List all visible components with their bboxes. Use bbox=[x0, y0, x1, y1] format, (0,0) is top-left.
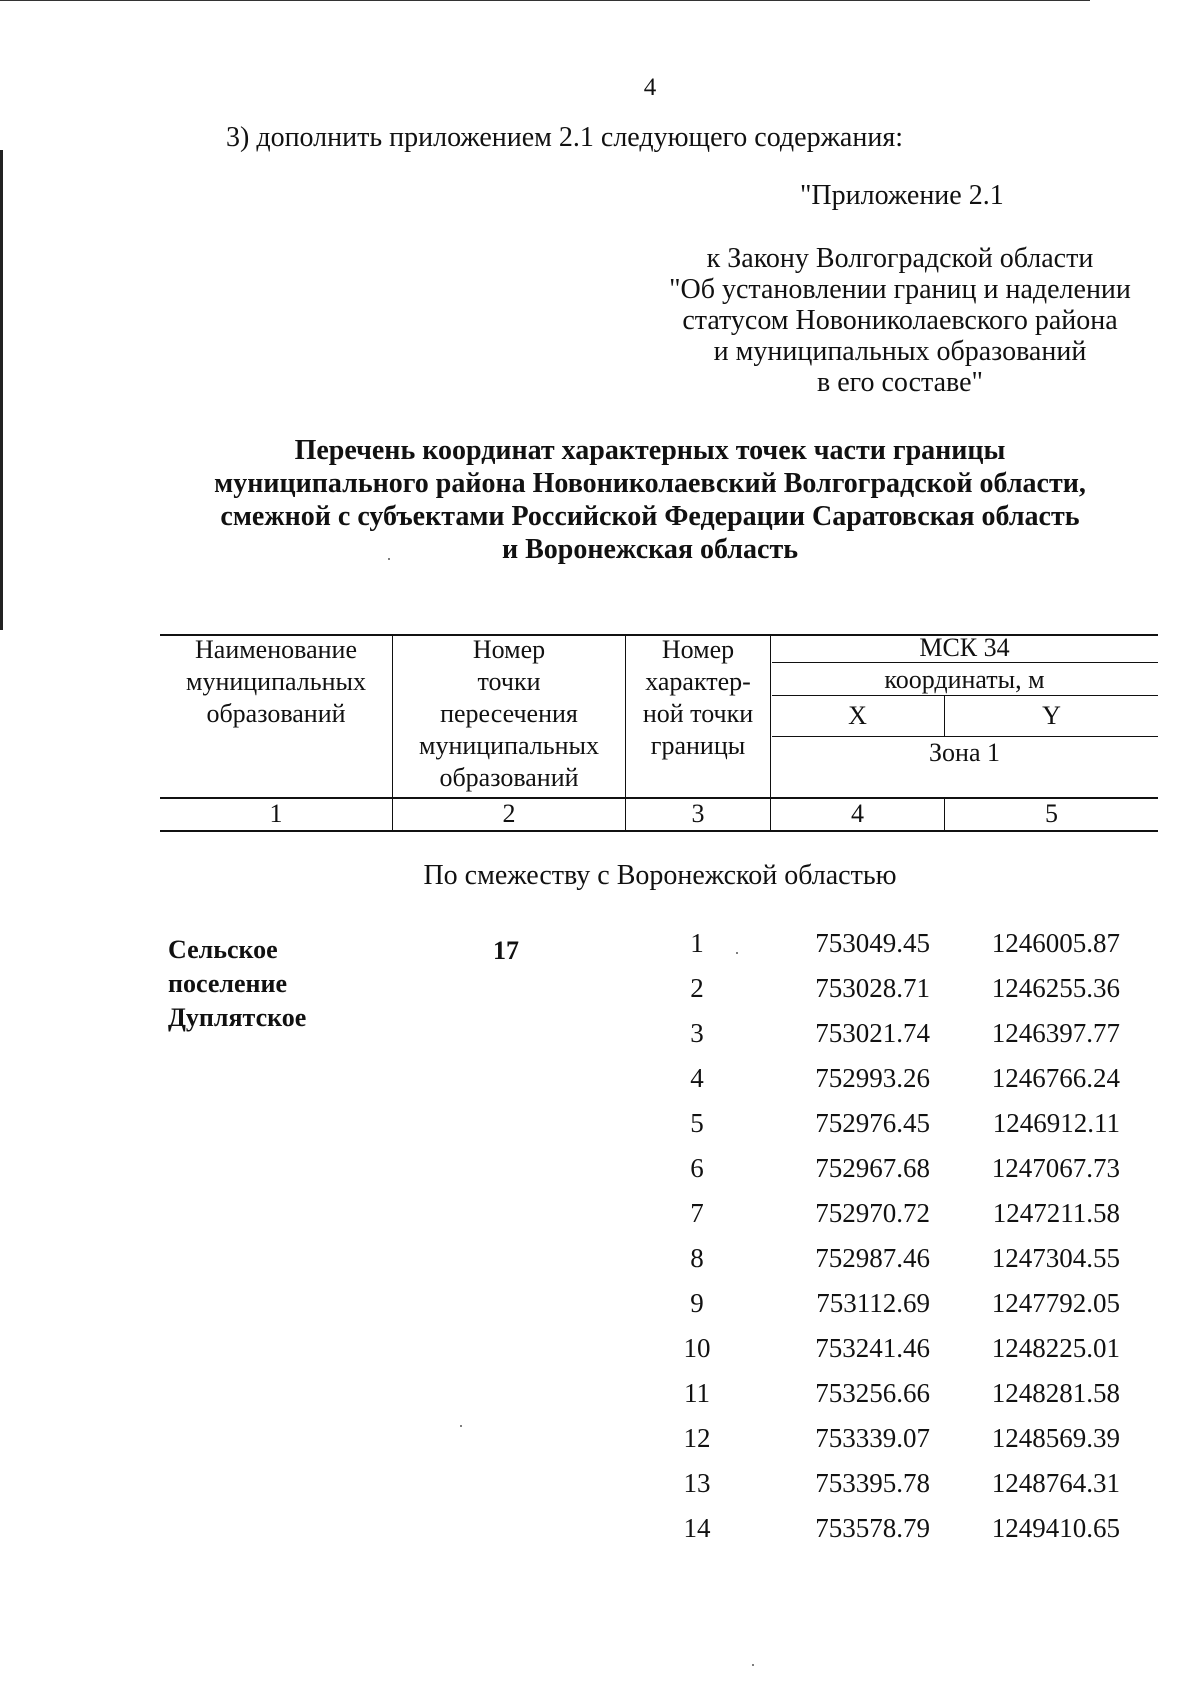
document-title-line: муниципального района Новониколаевский Волгоградской области, bbox=[214, 468, 1086, 499]
coord-x: 753021.74 bbox=[815, 1018, 930, 1048]
point-number: 6 bbox=[690, 1153, 704, 1183]
table-row bbox=[0, 1153, 1200, 1197]
table-row bbox=[0, 1333, 1200, 1377]
column-number: 1 bbox=[269, 799, 283, 828]
header-x: X bbox=[848, 701, 867, 730]
intersection-point-number: 17 bbox=[493, 936, 519, 965]
table-row bbox=[0, 1378, 1200, 1422]
coord-y: 1247792.05 bbox=[991, 1288, 1120, 1318]
appendix-subtitle-line: статусом Новониколаевского района bbox=[682, 305, 1118, 336]
coord-y: 1246912.11 bbox=[992, 1108, 1120, 1138]
table-row bbox=[0, 1063, 1200, 1107]
coord-x: 752993.26 bbox=[815, 1063, 930, 1093]
coord-y: 1246766.24 bbox=[991, 1063, 1120, 1093]
header-line: образований bbox=[439, 763, 579, 792]
page-number: 4 bbox=[643, 74, 657, 101]
header-y: Y bbox=[1042, 701, 1061, 730]
point-number: 10 bbox=[683, 1333, 711, 1363]
point-number: 9 bbox=[690, 1288, 704, 1318]
header-boundary-point bbox=[626, 634, 770, 762]
header-line: Номер bbox=[472, 635, 546, 664]
header-line: муниципальных bbox=[185, 667, 366, 696]
appendix-title: "Приложение 2.1 bbox=[800, 180, 1004, 211]
coord-y: 1246255.36 bbox=[991, 973, 1120, 1003]
coord-y: 1248225.01 bbox=[991, 1333, 1120, 1363]
coord-x: 753395.78 bbox=[815, 1468, 930, 1498]
municipality-name-line: Сельское bbox=[168, 935, 278, 964]
header-line: муниципальных bbox=[418, 731, 599, 760]
municipality-name-line: поселение bbox=[168, 969, 288, 998]
scan-speck bbox=[460, 1425, 462, 1427]
header-line: Номер bbox=[661, 635, 735, 664]
header-msk: МСК 34 bbox=[919, 633, 1010, 662]
document-title bbox=[150, 434, 1150, 566]
coord-x: 753028.71 bbox=[815, 973, 930, 1003]
table-row bbox=[0, 1108, 1200, 1152]
column-number: 4 bbox=[851, 799, 864, 828]
point-number: 13 bbox=[683, 1468, 711, 1498]
coord-x: 752987.46 bbox=[815, 1243, 930, 1273]
header-line: ной точки bbox=[642, 699, 754, 728]
column-number: 5 bbox=[1045, 799, 1058, 828]
table-row bbox=[0, 1243, 1200, 1287]
document-title-line: Перечень координат характерных точек части границы bbox=[294, 435, 1006, 466]
table-row bbox=[0, 1288, 1200, 1332]
point-number: 14 bbox=[683, 1513, 711, 1543]
coord-y: 1246005.87 bbox=[991, 928, 1120, 958]
table-row bbox=[0, 1468, 1200, 1512]
point-number: 3 bbox=[690, 1018, 704, 1048]
header-line: границы bbox=[650, 731, 746, 760]
point-number: 7 bbox=[690, 1198, 704, 1228]
appendix-subtitle bbox=[650, 243, 1150, 398]
coord-x: 753339.07 bbox=[815, 1423, 930, 1453]
table-row bbox=[0, 1513, 1200, 1557]
point-number: 2 bbox=[690, 973, 704, 1003]
coord-x: 753049.45 bbox=[815, 928, 930, 958]
coord-y: 1247067.73 bbox=[991, 1153, 1120, 1183]
coord-x: 752976.45 bbox=[815, 1108, 930, 1138]
scan-left-edge bbox=[0, 150, 3, 630]
header-line: характер- bbox=[645, 667, 751, 696]
table-row bbox=[0, 928, 1200, 972]
point-number: 12 bbox=[683, 1423, 711, 1453]
coord-y: 1248281.58 bbox=[991, 1378, 1120, 1408]
coord-y: 1247211.58 bbox=[992, 1198, 1120, 1228]
coord-y: 1248764.31 bbox=[991, 1468, 1120, 1498]
coord-x: 753241.46 bbox=[815, 1333, 930, 1363]
column-number: 2 bbox=[502, 799, 516, 828]
header-line: точки bbox=[477, 667, 541, 696]
table-row bbox=[0, 973, 1200, 1017]
coord-x: 752967.68 bbox=[815, 1153, 930, 1183]
coord-x: 753112.69 bbox=[816, 1288, 930, 1318]
header-line: Наименование bbox=[195, 635, 357, 664]
appendix-subtitle-line: "Об установлении границ и наделении bbox=[669, 274, 1131, 305]
intro-paragraph: 3) дополнить приложением 2.1 следующего содержания: bbox=[226, 122, 903, 153]
header-intersection-point bbox=[393, 634, 625, 794]
scan-speck bbox=[752, 1664, 754, 1666]
header-line: образований bbox=[206, 699, 346, 728]
coord-x: 752970.72 bbox=[815, 1198, 930, 1228]
coord-y: 1247304.55 bbox=[991, 1243, 1120, 1273]
point-number: 4 bbox=[690, 1063, 704, 1093]
header-coordinates: координаты, м bbox=[884, 665, 1045, 694]
table-bottom-rule bbox=[160, 830, 1158, 832]
table-row bbox=[0, 1423, 1200, 1467]
coord-y: 1249410.65 bbox=[991, 1513, 1120, 1543]
coord-x: 753578.79 bbox=[815, 1513, 930, 1543]
point-number: 8 bbox=[690, 1243, 704, 1273]
table-row bbox=[0, 1018, 1200, 1062]
document-title-line: и Воронежская область bbox=[501, 534, 799, 565]
section-title: По смежеству с Воронежской областью bbox=[423, 860, 897, 891]
point-number: 11 bbox=[684, 1378, 710, 1408]
appendix-subtitle-line: и муниципальных образований bbox=[713, 336, 1087, 367]
appendix-subtitle-line: к Закону Волгоградской области bbox=[706, 243, 1094, 274]
scan-speck bbox=[388, 558, 390, 560]
coord-y: 1246397.77 bbox=[991, 1018, 1120, 1048]
scan-speck bbox=[736, 952, 738, 954]
table-row bbox=[0, 1198, 1200, 1242]
header-zone: Зона 1 bbox=[929, 738, 1000, 767]
municipality-name-line: Дуплятское bbox=[168, 1003, 307, 1032]
point-number: 1 bbox=[690, 928, 704, 958]
coord-x: 753256.66 bbox=[815, 1378, 930, 1408]
coord-y: 1248569.39 bbox=[991, 1423, 1120, 1453]
scan-top-edge bbox=[0, 0, 1090, 1]
document-title-line: смежной с субъектами Российской Федерации Саратовская область bbox=[220, 501, 1080, 532]
header-line: пересечения bbox=[440, 699, 578, 728]
header-municipality-name bbox=[160, 634, 392, 730]
point-number: 5 bbox=[690, 1108, 704, 1138]
appendix-subtitle-line: в его составе" bbox=[817, 367, 983, 398]
column-number: 3 bbox=[691, 799, 705, 828]
